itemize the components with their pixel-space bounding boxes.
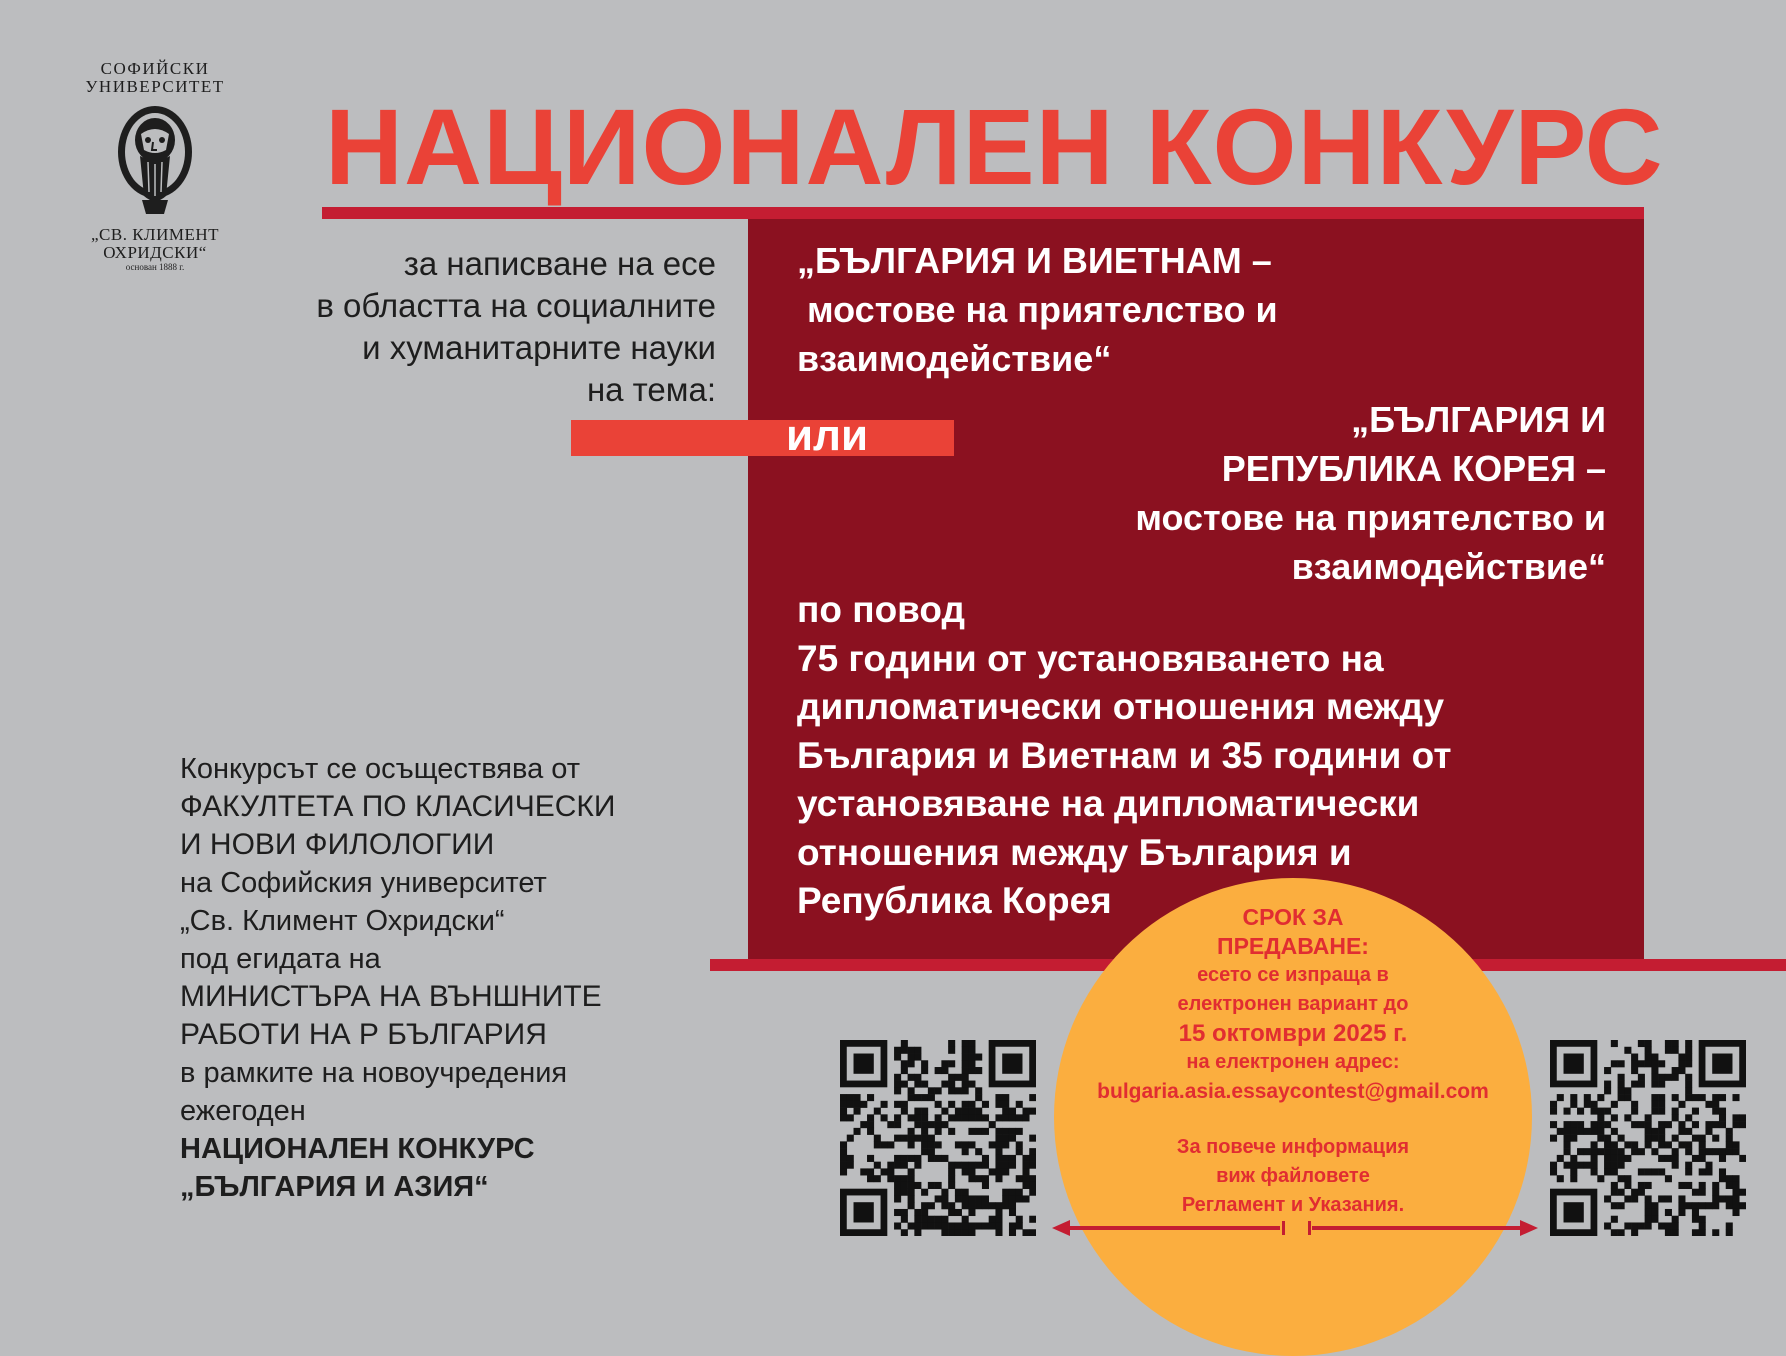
double-arrow-icon <box>1050 1215 1540 1241</box>
intro-line: и хуманитарните науки <box>362 329 716 366</box>
logo-founded: основан 1888 г. <box>125 262 185 272</box>
or-bar <box>571 420 954 456</box>
qr-code-icon[interactable] <box>1550 1040 1746 1236</box>
theme-vietnam <box>797 236 1278 383</box>
email-label: на електронен адрес: <box>1186 1051 1400 1073</box>
saint-kliment-portrait-icon <box>116 104 194 216</box>
organizer-text <box>180 750 615 1206</box>
organizer-line: в рамките на новоучредения <box>180 1057 568 1089</box>
occasion-line: отношения между България и <box>797 831 1352 873</box>
deadline-heading: ПРЕДАВАНЕ: <box>1217 933 1369 959</box>
logo-line-4: ОХРИДСКИ“ <box>103 243 207 262</box>
occasion-line: установяване на дипломатически <box>797 783 1420 824</box>
organizer-line: НАЦИОНАЛЕН КОНКУРС <box>180 1133 535 1165</box>
occasion-text <box>797 586 1451 926</box>
organizer-line: Конкурсът се осъществява от <box>180 753 581 785</box>
theme-line: РЕПУБЛИКА КОРЕЯ – <box>1221 448 1606 489</box>
contact-email[interactable]: bulgaria.asia.essaycontest@gmail.com <box>1097 1080 1489 1103</box>
intro-line: на тема: <box>586 371 716 408</box>
intro-line: в областта на социалните <box>316 287 716 324</box>
theme-line: взаимодействие“ <box>797 338 1112 379</box>
info-line: Регламент и Указания. <box>1181 1194 1405 1216</box>
deadline-date: 15 октомври 2025 г. <box>1178 1020 1408 1047</box>
organizer-line: на Софийския университет <box>180 867 547 899</box>
logo-line-2: УНИВЕРСИТЕТ <box>85 77 225 96</box>
deadline-note: електронен вариант до <box>1177 993 1409 1015</box>
theme-line: „БЪЛГАРИЯ И ВИЕТНАМ – <box>797 240 1272 281</box>
organizer-line: ежегоден <box>180 1095 306 1127</box>
theme-line: „БЪЛГАРИЯ И <box>1351 399 1606 440</box>
or-label: или <box>786 411 869 460</box>
logo-line-1: СОФИЙСКИ <box>100 59 210 78</box>
intro-text <box>316 243 716 411</box>
page-title: НАЦИОНАЛЕН КОНКУРС <box>325 86 1664 207</box>
organizer-line: „БЪЛГАРИЯ И АЗИЯ“ <box>180 1171 489 1203</box>
intro-line: за написване на есе <box>403 245 716 282</box>
theme-line: мостове на приятелство и <box>1135 497 1606 538</box>
organizer-line: И НОВИ ФИЛОЛОГИИ <box>180 828 495 861</box>
organizer-line: „Св. Климент Охридски“ <box>180 905 505 937</box>
deadline-note: есето се изпраща в <box>1197 964 1389 986</box>
theme-line: взаимодействие“ <box>1291 546 1606 587</box>
occasion-line: по повод <box>797 589 966 630</box>
info-line: виж файловете <box>1216 1165 1370 1187</box>
university-logo <box>70 60 240 273</box>
organizer-line: ФАКУЛТЕТА ПО КЛАСИЧЕСКИ <box>180 790 616 823</box>
organizer-line: РАБОТИ НА Р БЪЛГАРИЯ <box>180 1018 547 1051</box>
theme-korea <box>1135 395 1606 591</box>
organizer-line: под егидата на <box>180 943 381 975</box>
theme-line: мостове на приятелство и <box>797 289 1278 330</box>
occasion-line: 75 години от установяването на <box>797 637 1384 679</box>
title-underline <box>322 207 1644 219</box>
deadline-heading: СРОК ЗА <box>1242 904 1344 930</box>
occasion-line: Република Корея <box>797 880 1112 921</box>
deadline-text <box>1054 903 1532 1220</box>
organizer-line: МИНИСТЪРА НА ВЪНШНИТЕ <box>180 980 602 1013</box>
occasion-line: дипломатически отношения между <box>797 686 1445 727</box>
logo-line-3: „СВ. КЛИМЕНТ <box>90 225 220 244</box>
info-line: За повече информация <box>1176 1136 1410 1158</box>
occasion-line: България и Виетнам и 35 години от <box>797 734 1452 776</box>
qr-code-icon[interactable] <box>840 1040 1036 1236</box>
